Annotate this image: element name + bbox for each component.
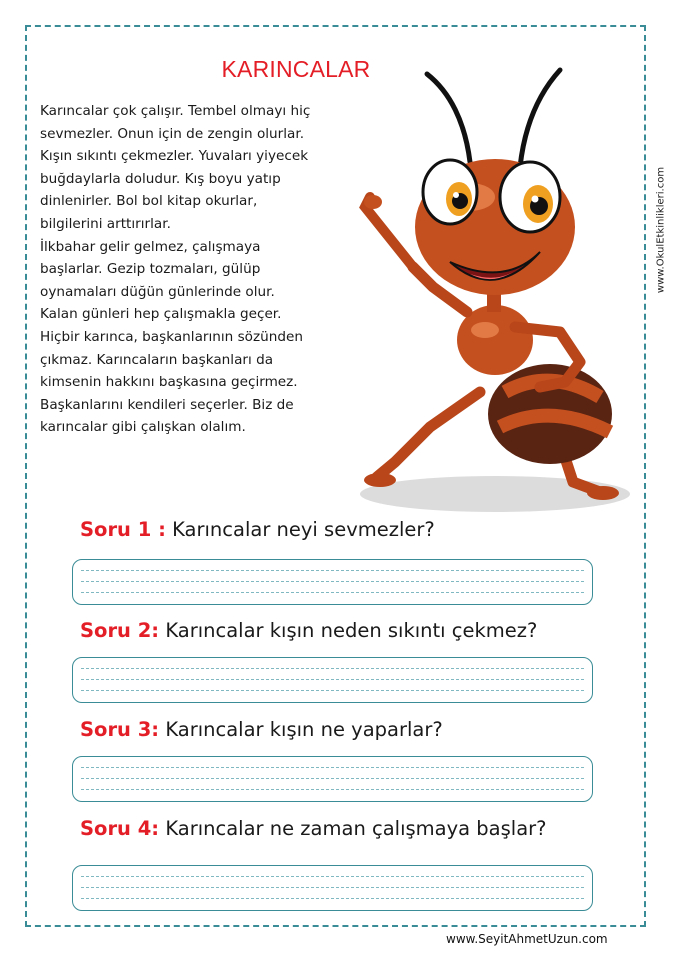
story-line: Kışın sıkıntı çekmezler. Yuvaları yiyecek <box>40 148 309 165</box>
story-line: başlarlar. Gezip tozmaları, gülüp <box>40 261 261 278</box>
story-line: Hiçbir karınca, başkanlarının sözünden <box>40 328 303 345</box>
question-1 <box>80 518 435 541</box>
question-3-text: Karıncalar kışın ne yaparlar? <box>165 718 443 741</box>
story-line: Karıncalar çok çalışır. Tembel olmayı hiç <box>40 103 311 119</box>
story-text <box>40 100 380 439</box>
question-2 <box>80 619 537 642</box>
footer-website: www.SeyitAhmetUzun.com <box>446 932 608 946</box>
answer-box-2[interactable] <box>72 657 593 703</box>
story-line: İlkbahar gelir gelmez, çalışmaya <box>40 238 261 255</box>
question-3-label: Soru 3: <box>80 718 160 741</box>
ant-illustration <box>355 62 635 517</box>
story-line: Kalan günleri hep çalışmakla geçer. <box>40 306 282 323</box>
answer-box-3[interactable] <box>72 756 593 802</box>
story-line: oynamaları düğün günlerinde olur. <box>40 283 275 300</box>
question-3 <box>80 718 443 741</box>
story-line: Başkanlarını kendileri seçerler. Biz de <box>40 396 294 413</box>
story-line: buğdaylarla doludur. Kış boyu yatıp <box>40 170 281 187</box>
story-line: bilgilerini arttırırlar. <box>40 215 171 232</box>
question-4-text: Karıncalar ne zaman çalışmaya başlar? <box>165 817 547 840</box>
question-4 <box>80 817 547 840</box>
question-1-text: Karıncalar neyi sevmezler? <box>172 518 435 541</box>
worksheet-title: KARINCALAR <box>221 56 371 82</box>
answer-box-4[interactable] <box>72 865 593 911</box>
story-line: karıncalar gibi çalışkan olalım. <box>40 419 246 436</box>
question-1-label: Soru 1 : <box>80 518 166 541</box>
question-2-label: Soru 2: <box>80 619 160 642</box>
story-line: sevmezler. Onun için de zengin olurlar. <box>40 125 305 142</box>
side-website-label <box>654 160 668 300</box>
question-4-label: Soru 4: <box>80 817 160 840</box>
question-2-text: Karıncalar kışın neden sıkıntı çekmez? <box>165 619 538 642</box>
story-line: kimsenin hakkını başkasına geçirmez. <box>40 374 298 391</box>
side-website-text: www.OkulEtkinlikleri.com <box>655 166 667 294</box>
story-line: dinlenirler. Bol bol kitap okurlar, <box>40 193 258 210</box>
story-line: çıkmaz. Karıncaların başkanları da <box>40 351 274 368</box>
answer-box-1[interactable] <box>72 559 593 605</box>
